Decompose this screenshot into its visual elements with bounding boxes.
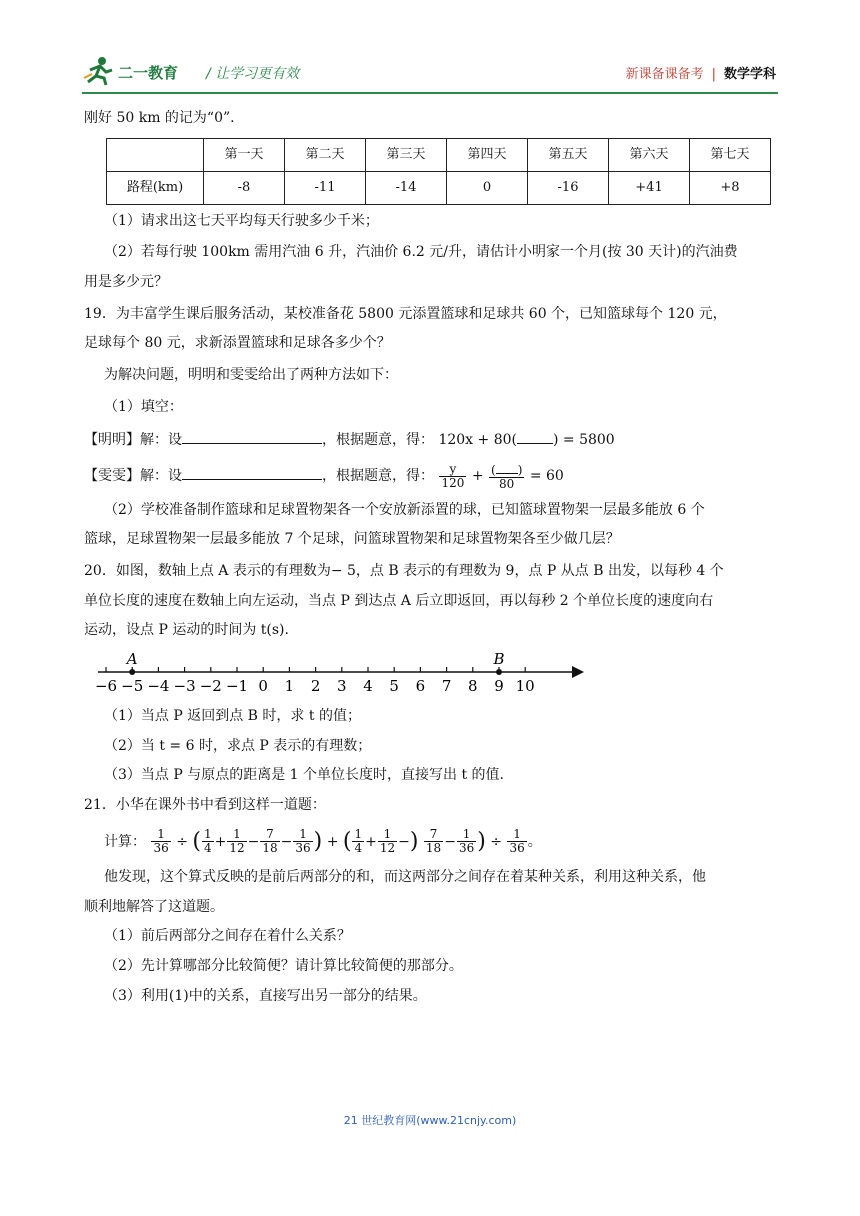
fraction	[457, 828, 476, 855]
frac-num: 1	[151, 828, 170, 842]
frac-num: y	[439, 463, 466, 477]
fraction	[227, 828, 246, 855]
number-line-tick-label: 5	[389, 677, 399, 695]
number-line-tick-label: −5	[121, 677, 144, 695]
frac-num: 7	[424, 828, 443, 842]
frac-num: 1	[378, 828, 397, 842]
wenwen-fraction-2	[489, 461, 524, 491]
table-cell: -11	[285, 171, 366, 204]
table-header-cell: 第二天	[285, 138, 366, 171]
logo-text: 二一教育	[118, 64, 179, 82]
paren: )	[313, 828, 323, 854]
number-line-tick-label: −6	[94, 677, 118, 695]
q21-line3: 他发现，这个算式反映的是前后两部分的和，而这两部分之间存在着某种关系，利用这种关系，他	[104, 868, 706, 885]
wenwen-prefix: 【雯雯】解：设	[84, 468, 182, 485]
mingming-prefix: 【明明】解：设	[84, 431, 182, 448]
point-a-label: A	[126, 650, 138, 668]
q20-line3: 运动，设点 P 运动的时间为 t(s).	[84, 622, 289, 639]
wenwen-mid: ，根据题意，得：	[322, 468, 434, 485]
number-line-tick-label: 4	[363, 677, 373, 695]
number-line-tick-label: −2	[199, 677, 222, 695]
q19-part2a: （2）学校准备制作篮球和足球置物架各一个安放新添置的球，已知篮球置物架一层最多能放 6 个	[104, 501, 705, 518]
q19-line2: 足球每个 80 元，求新添置篮球和足球各多少个？	[84, 335, 391, 352]
q19-line3: 为解决问题，明明和雯雯给出了两种方法如下：	[104, 367, 398, 384]
op: −	[280, 833, 293, 850]
table-header-cell	[107, 138, 204, 171]
table-row	[107, 171, 771, 204]
frac-num: 1	[293, 828, 312, 842]
table-row-label: 路程(km)	[107, 171, 204, 204]
q19-fill-label: （1）填空：	[104, 398, 183, 415]
paren: (	[342, 828, 352, 854]
frac-den: 4	[203, 841, 212, 856]
paren: )	[409, 828, 419, 854]
op: +	[214, 833, 227, 850]
point-b-label: B	[493, 650, 505, 668]
table-cell: -8	[204, 171, 285, 204]
number-line-tick-label: 6	[415, 677, 426, 695]
table-cell: -16	[528, 171, 609, 204]
q18-part2b: 用是多少元？	[84, 274, 168, 291]
mingming-equation-b: ) = 5800	[552, 431, 615, 448]
number-line-tick-label: −1	[225, 677, 249, 695]
q19-wenwen	[84, 461, 780, 491]
number-line-tick-label: 10	[515, 677, 535, 695]
header-divider	[82, 92, 778, 94]
wenwen-blank	[182, 465, 322, 480]
op: ÷	[176, 833, 188, 850]
frac-den: 36	[295, 841, 311, 856]
number-line-tick-label: 8	[468, 677, 478, 695]
fraction	[260, 828, 279, 855]
number-line-tick-label: 1	[284, 677, 295, 695]
frac-num-blank: ( )	[491, 463, 523, 478]
q19-mingming	[84, 429, 780, 452]
q20-sub3: （3）当点 P 与原点的距离是 1 个单位长度时，直接写出 t 的值.	[104, 767, 505, 784]
fraction	[352, 828, 364, 855]
table-cell: 0	[447, 171, 528, 204]
q20-sub1: （1）当点 P 返回到点 B 时，求 t 的值；	[104, 708, 361, 724]
op: −	[247, 833, 260, 850]
table-header-cell: 第七天	[690, 138, 771, 171]
frac-den: 18	[425, 841, 442, 856]
calc-label: 计算：	[104, 833, 146, 850]
number-line-tick-label: 0	[258, 677, 268, 695]
header-separator: |	[711, 67, 716, 82]
frac-num: 7	[260, 828, 279, 842]
mileage-table	[106, 138, 771, 205]
q21-sub3: （3）利用(1)中的关系，直接写出另一部分的结果。	[104, 987, 427, 1004]
table-cell: +41	[609, 171, 690, 204]
frac-den: 80	[499, 477, 515, 492]
wenwen-eq: = 60	[529, 468, 564, 485]
slogan-text: 让学习更有效	[215, 66, 300, 82]
q21-expression	[84, 825, 780, 859]
q19-part2b: 篮球，足球置物架一层最多能放 7 个足球，问篮球置物架和足球置物架各至少做几层？	[84, 531, 620, 548]
number-line-tick-label: 3	[337, 677, 347, 695]
intro-line: 刚好 50 km 的记为“0”.	[84, 110, 235, 126]
number-line-tick-label: 9	[494, 677, 504, 695]
frac-den: 36	[509, 841, 525, 856]
subject-label: 数学学科	[723, 67, 776, 82]
fraction	[202, 828, 214, 855]
wenwen-eq-blank	[496, 461, 518, 474]
q19-line1: 19．为丰富学生课后服务活动，某校准备花 5800 元添置篮球和足球共 60 个，已知篮球每个 120 元，	[84, 305, 727, 322]
page-footer: 21 世纪教育网(www.21cnjy.com)	[343, 1114, 517, 1127]
wenwen-fraction-1	[439, 463, 466, 490]
q20-line2: 单位长度的速度在数轴上向左运动，当点 P 到达点 A 后立即返回，再以每秒 2 个单位长度的速度向右	[84, 592, 714, 609]
end-mark: 。	[527, 833, 542, 850]
op: ÷	[490, 833, 502, 850]
fraction	[151, 828, 170, 855]
fraction	[293, 828, 312, 855]
op: +	[365, 833, 377, 850]
number-line-arrow-icon	[572, 666, 584, 678]
slogan: / 让学习更有效	[206, 66, 300, 82]
frac-den: 36	[153, 841, 169, 856]
q20-line1: 20．如图，数轴上点 A 表示的有理数为− 5，点 B 表示的有理数为 9，点 P 从点 B 出发，以每秒 4 个	[84, 562, 724, 579]
op: −	[444, 833, 456, 850]
fraction	[507, 828, 526, 855]
table-header-cell: 第五天	[528, 138, 609, 171]
number-line-tick-label: 7	[441, 677, 452, 695]
table-header-row	[107, 138, 771, 171]
number-line-tick-label: 2	[310, 677, 321, 695]
table-cell: +8	[690, 171, 771, 204]
page-content	[84, 108, 780, 1007]
number-line-tick-label: −3	[173, 677, 196, 695]
frac-num: 1	[227, 828, 246, 842]
number-line-figure	[94, 650, 598, 702]
frac-den: 4	[354, 841, 363, 856]
frac-den: 12	[229, 841, 245, 856]
frac-den: 18	[262, 841, 278, 856]
op: −	[398, 833, 410, 850]
q21-line1: 21．小华在课外书中看到这样一道题：	[84, 797, 326, 814]
q18-part1: （1）请求出这七天平均每天行驶多少千米；	[104, 212, 379, 229]
table-header-cell: 第六天	[609, 138, 690, 171]
q18-part2a: （2）若每行驶 100km 需用汽油 6 升，汽油价 6.2 元/升，请估计小明家一个月(按 30 天计)的汽油费	[104, 244, 738, 261]
paren: (	[192, 828, 201, 854]
point-a-dot	[129, 669, 135, 675]
mingming-equation-a: 120x + 80(	[438, 431, 517, 448]
fraction	[424, 828, 443, 855]
q21-sub1: （1）前后两部分之间存在着什么关系？	[104, 928, 351, 945]
point-b-dot	[496, 669, 502, 675]
table-header-cell: 第四天	[447, 138, 528, 171]
frac-den: 36	[458, 841, 475, 856]
frac-den: 120	[441, 475, 465, 490]
table-header-cell: 第一天	[204, 138, 285, 171]
runner-logo-icon	[82, 56, 116, 86]
q20-sub2: （2）当 t = 6 时，求点 P 表示的有理数；	[104, 737, 372, 754]
table-header-cell: 第三天	[366, 138, 447, 171]
paren: )	[477, 828, 486, 854]
q21-line4: 顺利地解答了这道题。	[84, 898, 224, 915]
frac-num: 1	[507, 828, 526, 842]
frac-num: 1	[457, 828, 476, 842]
fraction	[378, 828, 397, 855]
q21-sub2: （2）先计算哪部分比较简便？请计算比较简便的那部分。	[104, 957, 463, 974]
header-label: 新课备课备考	[625, 67, 704, 82]
mingming-mid: ，根据题意，得：	[322, 431, 434, 448]
logo	[82, 56, 192, 90]
mingming-blank	[182, 429, 322, 444]
mingming-eq-blank	[517, 431, 553, 444]
frac-den: 12	[379, 841, 396, 856]
page-header	[0, 0, 860, 95]
header-right	[626, 63, 776, 82]
table-cell: -14	[366, 171, 447, 204]
op: +	[326, 833, 339, 850]
frac-num: 1	[203, 827, 212, 842]
frac-num: 1	[354, 827, 363, 842]
number-line-tick-label: −4	[147, 677, 170, 695]
wenwen-plus: +	[471, 468, 484, 485]
